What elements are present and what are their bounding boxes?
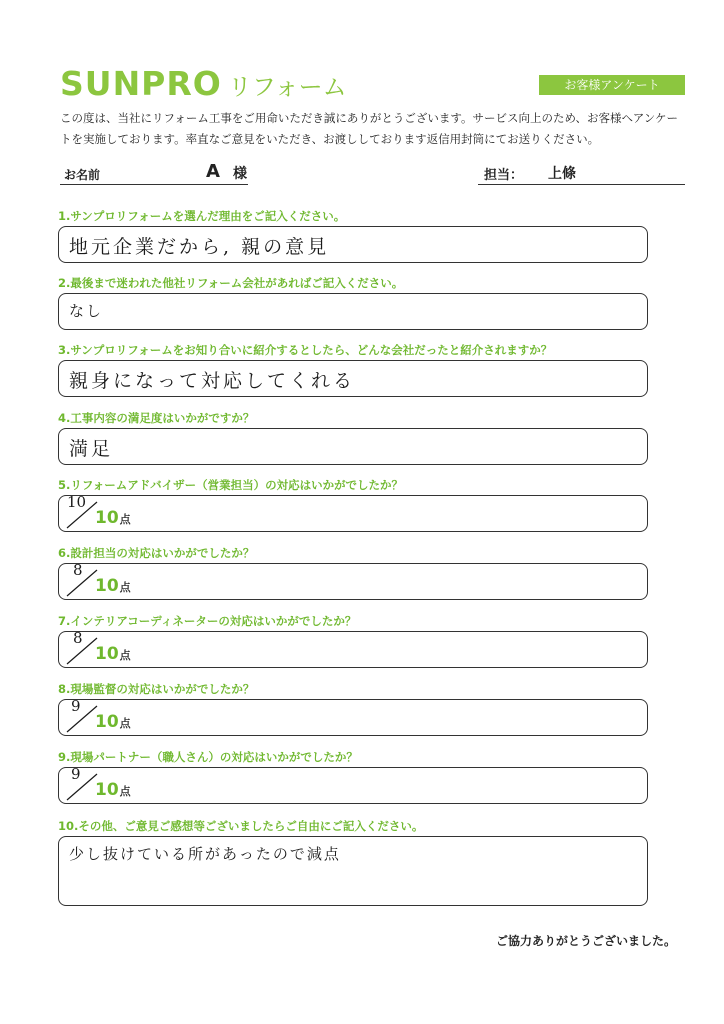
question-label: 7.インテリアコーディネーターの対応はいかがでしたか？ [58,614,357,628]
handwritten-answer: 地元企業だから, 親の意見 [69,236,330,258]
question-label: 5.リフォームアドバイザー（営業担当）の対応はいかがでしたか？ [58,478,404,492]
score-max [95,508,131,528]
score-box [58,699,648,736]
score-unit: 点 [119,513,131,526]
question-label: 6.設計担当の対応はいかがでしたか？ [58,546,255,560]
score-max-value: 10 [95,712,119,732]
answer-box [58,293,648,330]
score-unit: 点 [119,717,131,730]
handwritten-score: 10 [67,493,87,511]
score-entry [65,765,185,805]
answer-box [58,226,648,263]
thank-you-text: ご協力ありがとうございました。 [496,934,677,948]
question-label: 9.現場パートナー（職人さん）の対応はいかがでしたか？ [58,750,358,764]
handwritten-answer: 少し抜けている所があったので減点 [69,845,341,863]
score-box [58,495,648,532]
question-label: 3.サンプロリフォームをお知り合いに紹介するとしたら、どんな会社だったと紹介されますか？ [58,343,553,357]
score-box [58,631,648,668]
score-entry [65,697,185,737]
score-entry [65,493,185,533]
question-label: 10.その他、ご意見ご感想等ございましたらご自由にご記入ください。 [58,819,424,833]
score-unit: 点 [119,649,131,662]
score-box [58,767,648,804]
staff-label: 担当： [484,168,524,183]
score-max [95,712,131,732]
question-label: 1.サンプロリフォームを選んだ理由をご記入ください。 [58,209,346,223]
answer-box [58,360,648,397]
question-10 [58,818,648,906]
question-8 [58,681,648,736]
staff-value: 上條 [548,166,576,182]
question-label: 8.現場監督の対応はいかがでしたか？ [58,682,255,696]
score-unit: 点 [119,785,131,798]
answer-box [58,836,648,906]
logo-sub-text: リフォーム [227,73,347,101]
score-max-value: 10 [95,508,119,528]
handwritten-score: 9 [71,765,81,783]
score-max [95,576,131,596]
handwritten-score: 8 [73,561,83,579]
score-max-value: 10 [95,644,119,664]
intro-text: この度は、当社にリフォーム工事をご用命いただき誠にありがとうございます。サービス向上のため、お客様へアンケートを実施しております。率直なご意見をいただき、お渡ししております返信用封筒にてお送りください。 [60,111,679,146]
customer-name-label: お名前 [64,168,101,182]
handwritten-score: 8 [73,629,83,647]
question-2 [58,275,648,330]
company-logo [60,64,347,103]
score-unit: 点 [119,581,131,594]
score-max-value: 10 [95,780,119,800]
staff-field [478,160,685,185]
survey-badge: お客様アンケート [539,75,685,95]
question-5 [58,477,648,532]
question-9 [58,749,648,804]
question-1 [58,208,648,263]
score-box [58,563,648,600]
question-4 [58,410,648,465]
answer-box [58,428,648,465]
customer-name-suffix: 様 [233,166,247,182]
customer-name-field [60,160,248,185]
question-3 [58,342,648,397]
question-label: 4.工事内容の満足度はいかがですか？ [58,411,255,425]
handwritten-score: 9 [71,697,81,715]
handwritten-answer: なし [69,302,104,320]
customer-name-value: A [206,161,220,182]
score-max-value: 10 [95,576,119,596]
question-6 [58,545,648,600]
score-entry [65,629,185,669]
logo-main-text: SUNPRO [60,64,222,103]
question-7 [58,613,648,668]
score-max [95,644,131,664]
question-label: 2.最後まで迷われた他社リフォーム会社があればご記入ください。 [58,276,404,290]
handwritten-answer: 親身になって対応してくれる [69,370,356,392]
score-max [95,780,131,800]
handwritten-answer: 満足 [69,438,114,460]
score-entry [65,561,185,601]
